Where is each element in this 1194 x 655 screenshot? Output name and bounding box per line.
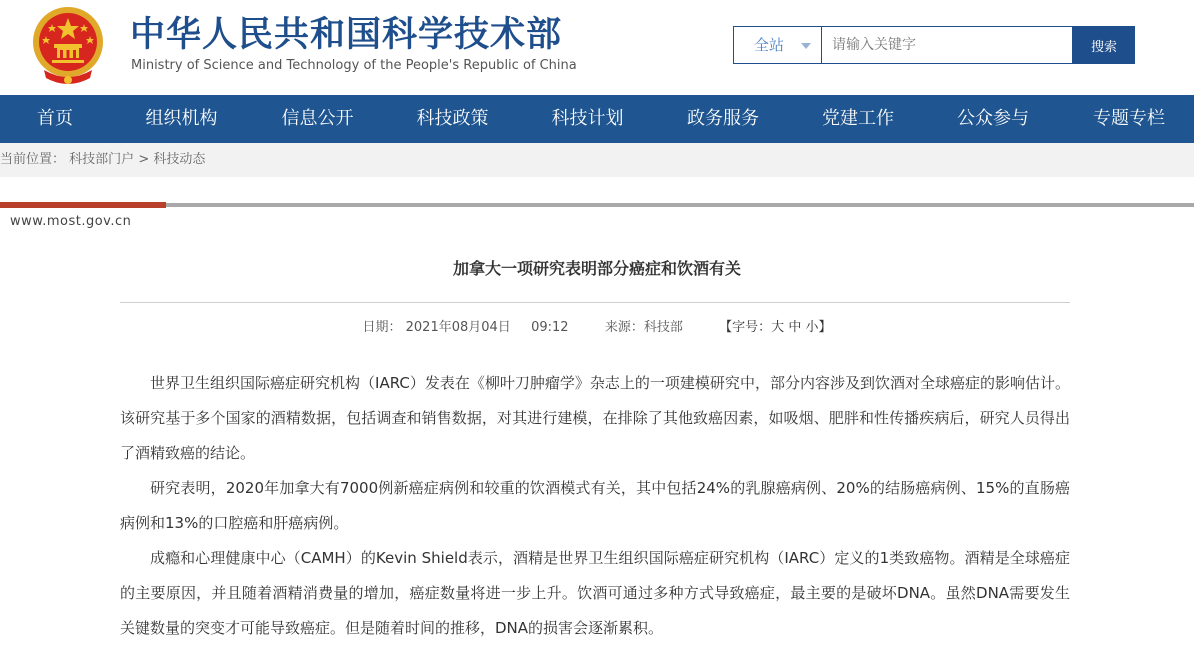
- article-time: 09:12: [531, 320, 569, 335]
- date-label: 日期：: [362, 320, 402, 335]
- main-nav: [0, 95, 1194, 143]
- article-meta: [0, 316, 1194, 335]
- search-input[interactable]: [821, 26, 1073, 64]
- breadcrumb-separator: >: [138, 152, 150, 167]
- breadcrumb-prefix: 当前位置：: [0, 152, 66, 167]
- article-paragraph: 世界卫生组织国际癌症研究机构（IARC）发表在《柳叶刀肿瘤学》杂志上的一项建模研究中，部分内容涉及到饮酒对全球癌症的影响估计。该研究基于多个国家的酒精数据，包括调查和销售数据，对其进行建模，在排除了其他致癌因素，如吸烟、肥胖和性传播疾病后，研究人员得出了酒精致癌的结论。: [120, 374, 1070, 462]
- font-size-prefix: 【字号：: [719, 320, 772, 335]
- title-divider: [120, 302, 1070, 303]
- divider-accent: [0, 202, 166, 208]
- font-size-suffix: 】: [818, 320, 832, 335]
- article-title: 加拿大一项研究表明部分癌症和饮酒有关: [452, 259, 741, 278]
- nav-item-public-participation[interactable]: 公众参与: [957, 108, 1029, 129]
- article-body: [120, 366, 1070, 646]
- breadcrumb-current-link[interactable]: 科技动态: [153, 152, 206, 167]
- breadcrumb: [0, 143, 1194, 177]
- national-emblem-icon[interactable]: [30, 4, 106, 88]
- article-paragraph: 研究表明，2020年加拿大有7000例新癌症病例和较重的饮酒模式有关，其中包括24%的乳腺癌病例、20%的结肠癌病例、15%的直肠癌病例和13%的口腔癌和肝癌病例。: [120, 479, 1070, 532]
- nav-item-party-building[interactable]: 党建工作: [822, 108, 894, 129]
- divider-line: [166, 203, 1194, 207]
- nav-item-home[interactable]: 首页: [37, 108, 73, 129]
- chevron-down-icon: [801, 43, 811, 49]
- nav-item-special-topics[interactable]: 专题专栏: [1093, 108, 1165, 129]
- search-scope-select[interactable]: [733, 26, 821, 64]
- nav-item-services[interactable]: 政务服务: [687, 108, 759, 129]
- font-size-medium-button[interactable]: 中: [788, 320, 802, 335]
- article-paragraph: 成瘾和心理健康中心（CAMH）的Kevin Shield表示，酒精是世界卫生组织国际癌症研究机构（IARC）定义的1类致癌物。酒精是全球癌症的主要原因，并且随着酒精消费量的增加，癌症数量将进一步上升。饮酒可通过多种方式导致癌症，最主要的是破坏DNA。虽然DNA需要发生关键数量的突变才可能导致癌症。但是随着时间的推移，DNA的损害会逐渐累积。: [120, 549, 1070, 637]
- font-size-large-button[interactable]: 大: [771, 320, 785, 335]
- article-source: 来源：科技部: [604, 320, 683, 335]
- breadcrumb-home-link[interactable]: 科技部门户: [69, 152, 135, 167]
- search-button[interactable]: 搜索: [1073, 26, 1135, 64]
- nav-item-policy[interactable]: 科技政策: [416, 108, 489, 129]
- site-domain: www.most.gov.cn: [10, 214, 132, 229]
- font-size-small-button[interactable]: 小: [805, 320, 819, 335]
- nav-item-info-disclosure[interactable]: 信息公开: [281, 108, 354, 129]
- nav-item-programs[interactable]: 科技计划: [551, 108, 624, 129]
- section-divider: [0, 202, 1194, 208]
- nav-item-organization[interactable]: 组织机构: [145, 108, 218, 129]
- site-header: [0, 0, 1194, 95]
- article-date: 2021年08月04日: [405, 320, 511, 335]
- search-bar: [733, 26, 1135, 64]
- site-title[interactable]: 中华人民共和国科学技术部: [130, 15, 563, 55]
- site-subtitle: Ministry of Science and Technology of the People's Republic of China: [131, 58, 577, 73]
- search-scope-label: 全站: [754, 36, 785, 54]
